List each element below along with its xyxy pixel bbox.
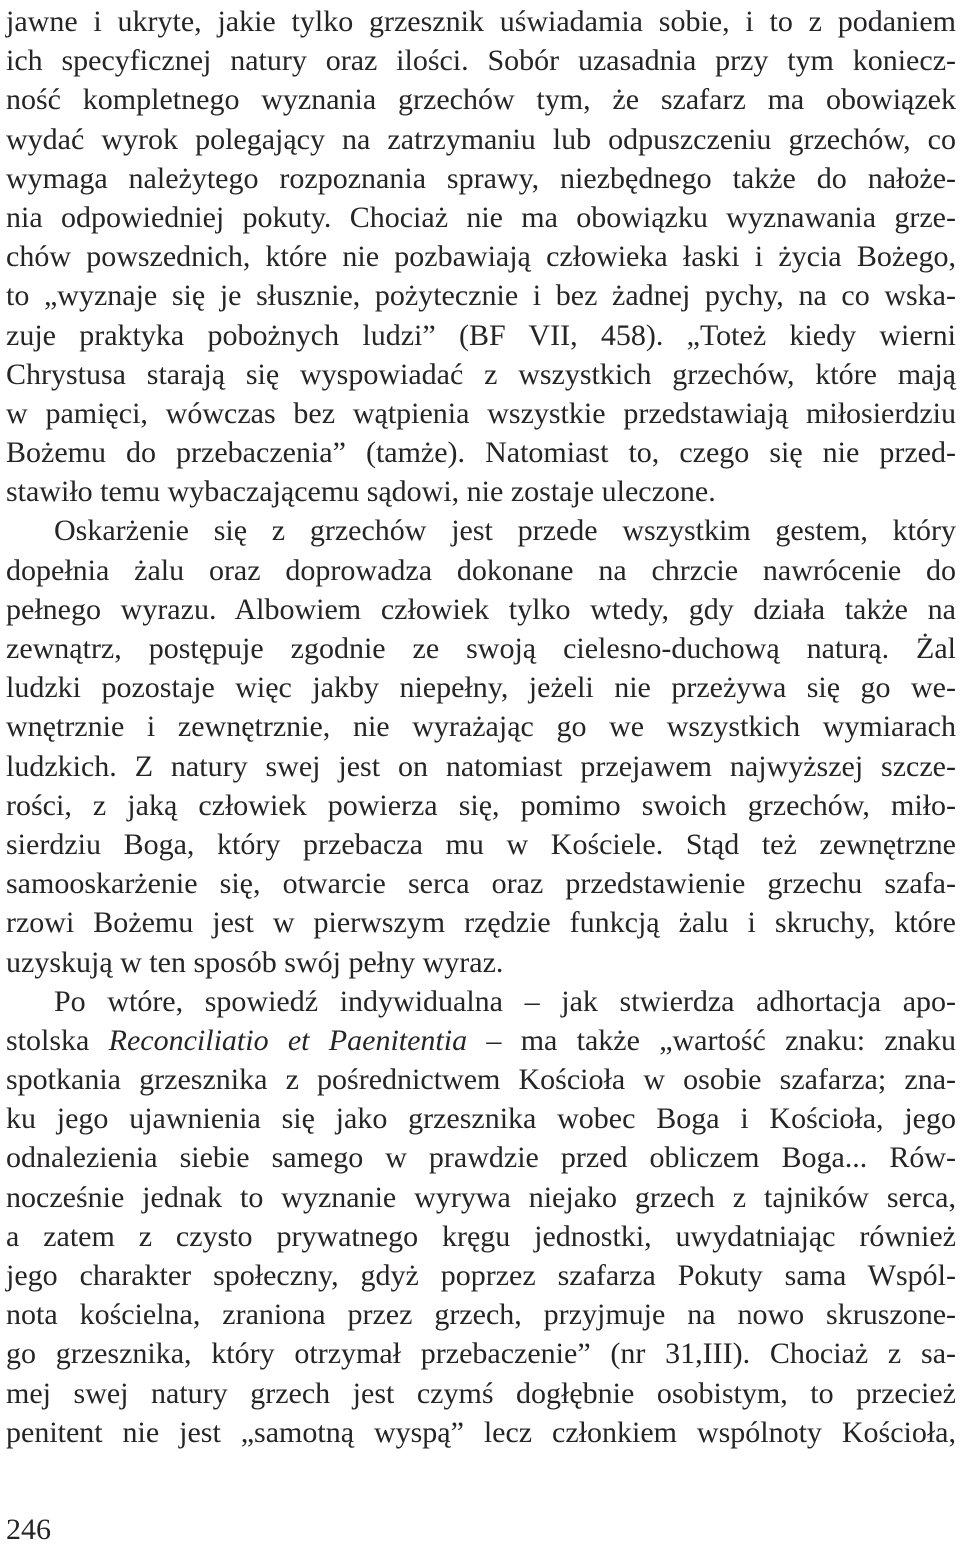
body-text [6,2,956,1452]
text-line: a zatem z czysto prywatnego kręgu jednostki, uwydatniając również [6,1219,956,1253]
text-line: ność kompletnego wyznania grzechów tym, że szafarz ma obowiązek [6,83,956,117]
paragraph-3 [6,982,956,1452]
text-line: stawiło temu wybaczającemu sądowi, nie zostaje uleczone. [6,475,716,509]
text-line: Oskarżenie się z grzechów jest przede wszystkim gestem, który [54,514,956,548]
text-line: ku jego ujawnienia się jako grzesznika wobec Boga i Kościoła, jego [6,1102,956,1136]
text-line: wnętrznie i zewnętrznie, nie wyrażając go we wszystkich wymiarach [6,710,956,744]
paragraph-1 [6,2,956,511]
text-line: Chrystusa starają się wyspowiadać z wszystkich grzechów, które mają [6,357,956,391]
text-line: Bożemu do przebaczenia” (tamże). Natomiast to, czego się nie przed- [6,436,956,470]
text-line: rości, z jaką człowiek powierza się, pomimo swoich grzechów, miło- [6,788,956,822]
text-run: stolska [6,1023,109,1057]
text-line: nota kościelna, zraniona przez grzech, przyjmuje na nowo skruszone- [6,1298,956,1332]
text-line: wydać wyrok polegający na zatrzymaniu lub odpuszczeniu grzechów, co [6,122,956,156]
text-line: jego charakter społeczny, gdyż poprzez szafarza Pokuty sama Wspól- [6,1259,956,1292]
text-line: penitent nie jest „samotną wyspą” lecz członkiem wspólnoty Kościoła, [6,1415,956,1449]
paragraph-2 [6,511,956,981]
text-line: spotkania grzesznika z pośrednictwem Kościoła w osobie szafarza; zna- [6,1063,956,1097]
text-line: uzyskują w ten sposób swój pełny wyraz. [6,945,504,979]
text-line: chów powszednich, które nie pozbawiają człowieka łaski i życia Bożego, [6,240,956,274]
text-line: rzowi Bożemu jest w pierwszym rzędzie funkcją żalu i skruchy, które [6,906,956,940]
text-line: ich specyficznej natury oraz ilości. Sobór uzasadnia przy tym koniecz- [6,44,956,78]
text-run: – ma także „wartość znaku: znaku [467,1023,956,1057]
text-line: zewnątrz, postępuje zgodnie ze swoją cielesno-duchową naturą. Żal [6,632,956,665]
text-line: zuje praktyka pobożnych ludzi” (BF VII, 458). „Toteż kiedy wierni [6,318,956,352]
text-line: pełnego wyrazu. Albowiem człowiek tylko wtedy, gdy działa także na [6,592,956,626]
text-line: wymaga należytego rozpoznania sprawy, niezbędnego także do nałoże- [6,161,956,195]
text-line: go grzesznika, który otrzymał przebaczenie” (nr 31,III). Chociaż z sa- [6,1337,956,1371]
text-line: to „wyznaje się je słusznie, pożytecznie i bez żadnej pychy, na co wska- [6,279,956,313]
text-line: dopełnia żalu oraz doprowadza dokonane na chrzcie nawrócenie do [6,553,956,587]
document-title-italic: Reconciliatio et Paenitentia [108,1023,468,1057]
text-line: Po wtóre, spowiedź indywidualna – jak stwierdza adhortacja apo- [54,984,956,1018]
text-line [6,1021,956,1060]
text-line: nia odpowiedniej pokuty. Chociaż nie ma obowiązku wyznawania grze- [6,200,956,234]
text-line: sierdziu Boga, który przebacza mu w Kościele. Stąd też zewnętrzne [6,827,956,861]
text-line: ludzki pozostaje więc jakby niepełny, jeżeli nie przeżywa się go we- [6,671,956,705]
text-line: odnalezienia siebie samego w prawdzie przed obliczem Boga... Rów- [6,1141,956,1175]
text-line: samooskarżenie się, otwarcie serca oraz przedstawienie grzechu szafa- [6,867,956,901]
text-line: ludzkich. Z natury swej jest on natomiast przejawem najwyższej szcze- [6,749,956,783]
text-line: jawne i ukryte, jakie tylko grzesznik uświadamia sobie, i to z podaniem [6,5,956,38]
text-line: mej swej natury grzech jest czymś dogłębnie osobistym, to przecież [6,1376,956,1410]
text-line: w pamięci, wówczas bez wątpienia wszystkie przedstawiają miłosierdziu [6,396,956,430]
page-number: 246 [6,1513,51,1546]
text-line: nocześnie jednak to wyznanie wyrywa niejako grzech z tajników serca, [6,1180,956,1214]
